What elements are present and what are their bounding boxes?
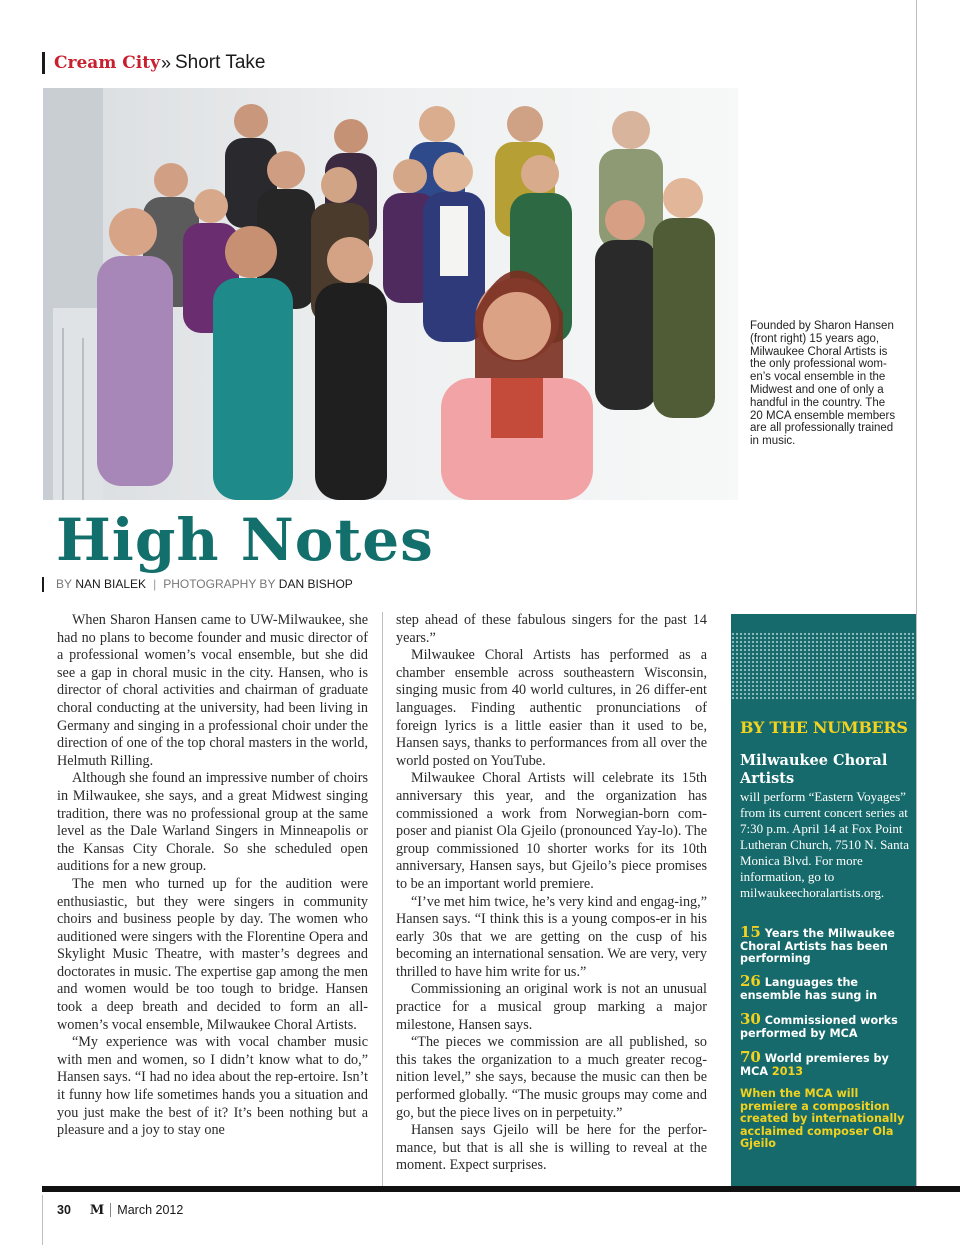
stat-number: 26 [740, 972, 761, 990]
group-photo [43, 88, 738, 500]
article-title: High Notes [56, 506, 434, 574]
paragraph: Hansen says Gjeilo will be here for the perfor-mance, but that is all she is willing to reveal at the moment. Expect surprises. [396, 1122, 707, 1174]
issue-date: March 2012 [117, 1203, 184, 1217]
paragraph: Milwaukee Choral Artists will celebrate its 15th anniversary this year, and the organization has commissioned a work from Norwegian-born com-poser and pianist Ola Gjeilo (pronounced Yay-lo). The group commissioned 10 shorter works for its 10th anniversary, Hansen says, but Gjeilo’s piece promises to be an important world premiere. [396, 770, 707, 892]
paragraph: When Sharon Hansen came to UW-Milwaukee, she had no plans to become founder and music director of a professional women’s vocal ensemble, but she did see a gap in choral music in the city. Hansen, who is director of choral activities and chairman of graduate choral conducting at the university, had been living in Germany and singing in a professional choir under the direction of one of the top choral masters in the world, Helmuth Rilling. [57, 612, 368, 769]
stat-text: Commissioned works performed by MCA [740, 1014, 898, 1040]
stat-number: 70 [740, 1048, 761, 1066]
magazine-logo: M [89, 1202, 105, 1218]
page-footer [57, 1201, 183, 1219]
footer-rule [42, 1186, 960, 1192]
paragraph: Milwaukee Choral Artists has performed as a chamber ensemble across southeastern Wisconsin, singing music from 40 world cultures, in 26 differ-ent languages. Finding authentic pronunciations of foreign lyrics is a little easier than it used to be, Hansen says, thanks to performances from all over the world posted on YouTube. [396, 647, 707, 769]
section-header [42, 50, 265, 76]
column-divider [382, 612, 383, 1186]
by-the-numbers-sidebar [731, 614, 916, 1187]
page-number: 30 [57, 1203, 71, 1217]
sidebar-concert-info: will perform “Eastern Voyages” from its current concert series at 7:30 p.m. April 14 at Fox Point Lutheran Church, 7510 N. Santa Monica Blvd. For more information, go to milwaukeechoralartists.org. [740, 789, 909, 900]
byline-photo-label: PHOTOGRAPHY BY [163, 577, 276, 591]
footer-edge-rule [42, 1195, 43, 1245]
sidebar-title: BY THE NUMBERS [740, 718, 908, 737]
page-edge-rule [916, 0, 917, 1188]
stat-number: 30 [740, 1010, 761, 1028]
sidebar-closing-note: When the MCA will premiere a composition created by internationally acclaimed composer Ola Gjeilo [740, 1087, 905, 1151]
paragraph: The men who turned up for the audition were enthusiastic, but they were singers in community choirs and business people by day. The women who auditioned were singers with the Florentine Opera and Skylight Music Theatre, with master’s degrees and doctorates in music. The expertise gap among the men and women would be too tough to bridge. Hansen took a deep breath and decided to form an all-women’s vocal ensemble, Milwaukee Choral Artists. [57, 875, 368, 1033]
photo-caption: Founded by Sharon Hansen (front right) 15 years ago, Milwaukee Choral Artists is the only professional wom-en’s vocal ensemble in the Midwest and one of only a handful in the country. The 20 MCA ensemble members are all professionally trained in music. [750, 320, 896, 448]
stat-number: 15 [740, 923, 761, 941]
stat-text: Languages the ensemble has sung in [740, 976, 878, 1002]
article-column-1 [57, 612, 368, 1140]
byline-photographer: DAN BISHOP [278, 577, 353, 591]
stat-text: Years the Milwaukee Choral Artists has been performing [740, 927, 895, 966]
byline-bar [42, 577, 44, 592]
footer-divider [110, 1203, 111, 1217]
byline-author: NAN BIALEK [75, 577, 147, 591]
byline-by-label: BY [56, 577, 73, 591]
paragraph: Although she found an impressive number of choirs in Milwaukee, she says, and a great Midwest singing tradition, there was no professional group at the same level as the Dale Warland Singers in Minneapolis or the Kansas City Chorale. So she scheduled open auditions for a new group. [57, 770, 368, 875]
paragraph: “The pieces we commission are all published, so this takes the organization to a much greater recog-nition level,” she says, because the music can then be performed globally. “The music groups may come and go, but the piece lives on in perpetuity.” [396, 1034, 707, 1121]
stat-item [740, 1048, 912, 1078]
stat-item [740, 972, 912, 1002]
byline [42, 576, 353, 592]
paragraph: “I’ve met him twice, he’s very kind and engag-ing,” Hansen says. “I think this is a young compos-er in his early 30s that we are getting on the cusp of his becoming an international sensation. We are very, very thrilled to have him write for us.” [396, 893, 707, 980]
group-photo-illustration [43, 88, 738, 500]
stat-text: World premieres by MCA [740, 1052, 889, 1078]
stat-item [740, 923, 912, 966]
paragraph: Commissioning an original work is not an unusual practice for a musical group marking a major milestone, Hansen says. [396, 981, 707, 1033]
sidebar-org-name: Milwaukee Choral Artists [740, 752, 888, 787]
article-column-2 [396, 612, 707, 1175]
header-bar [42, 52, 45, 74]
section-name: Cream City [54, 53, 160, 73]
paragraph: “My experience was with vocal chamber music with men and women, so I didn’t know what to do,” Hansen says. “I had no idea about the rep-ertoire. Isn’t it funny how life sometimes hands you a situation and you just make the best of it? It’s been nothing but a pleasure and a joy to stay one [57, 1034, 368, 1139]
byline-divider: | [153, 577, 157, 591]
stat-item [740, 1010, 912, 1040]
section-separator: » [160, 52, 171, 73]
dot-pattern [731, 632, 916, 700]
paragraph: step ahead of these fabulous singers for the past 14 years.” [396, 612, 707, 646]
stat-year: 2013 [771, 1064, 804, 1078]
subsection-name: Short Take [174, 52, 266, 73]
